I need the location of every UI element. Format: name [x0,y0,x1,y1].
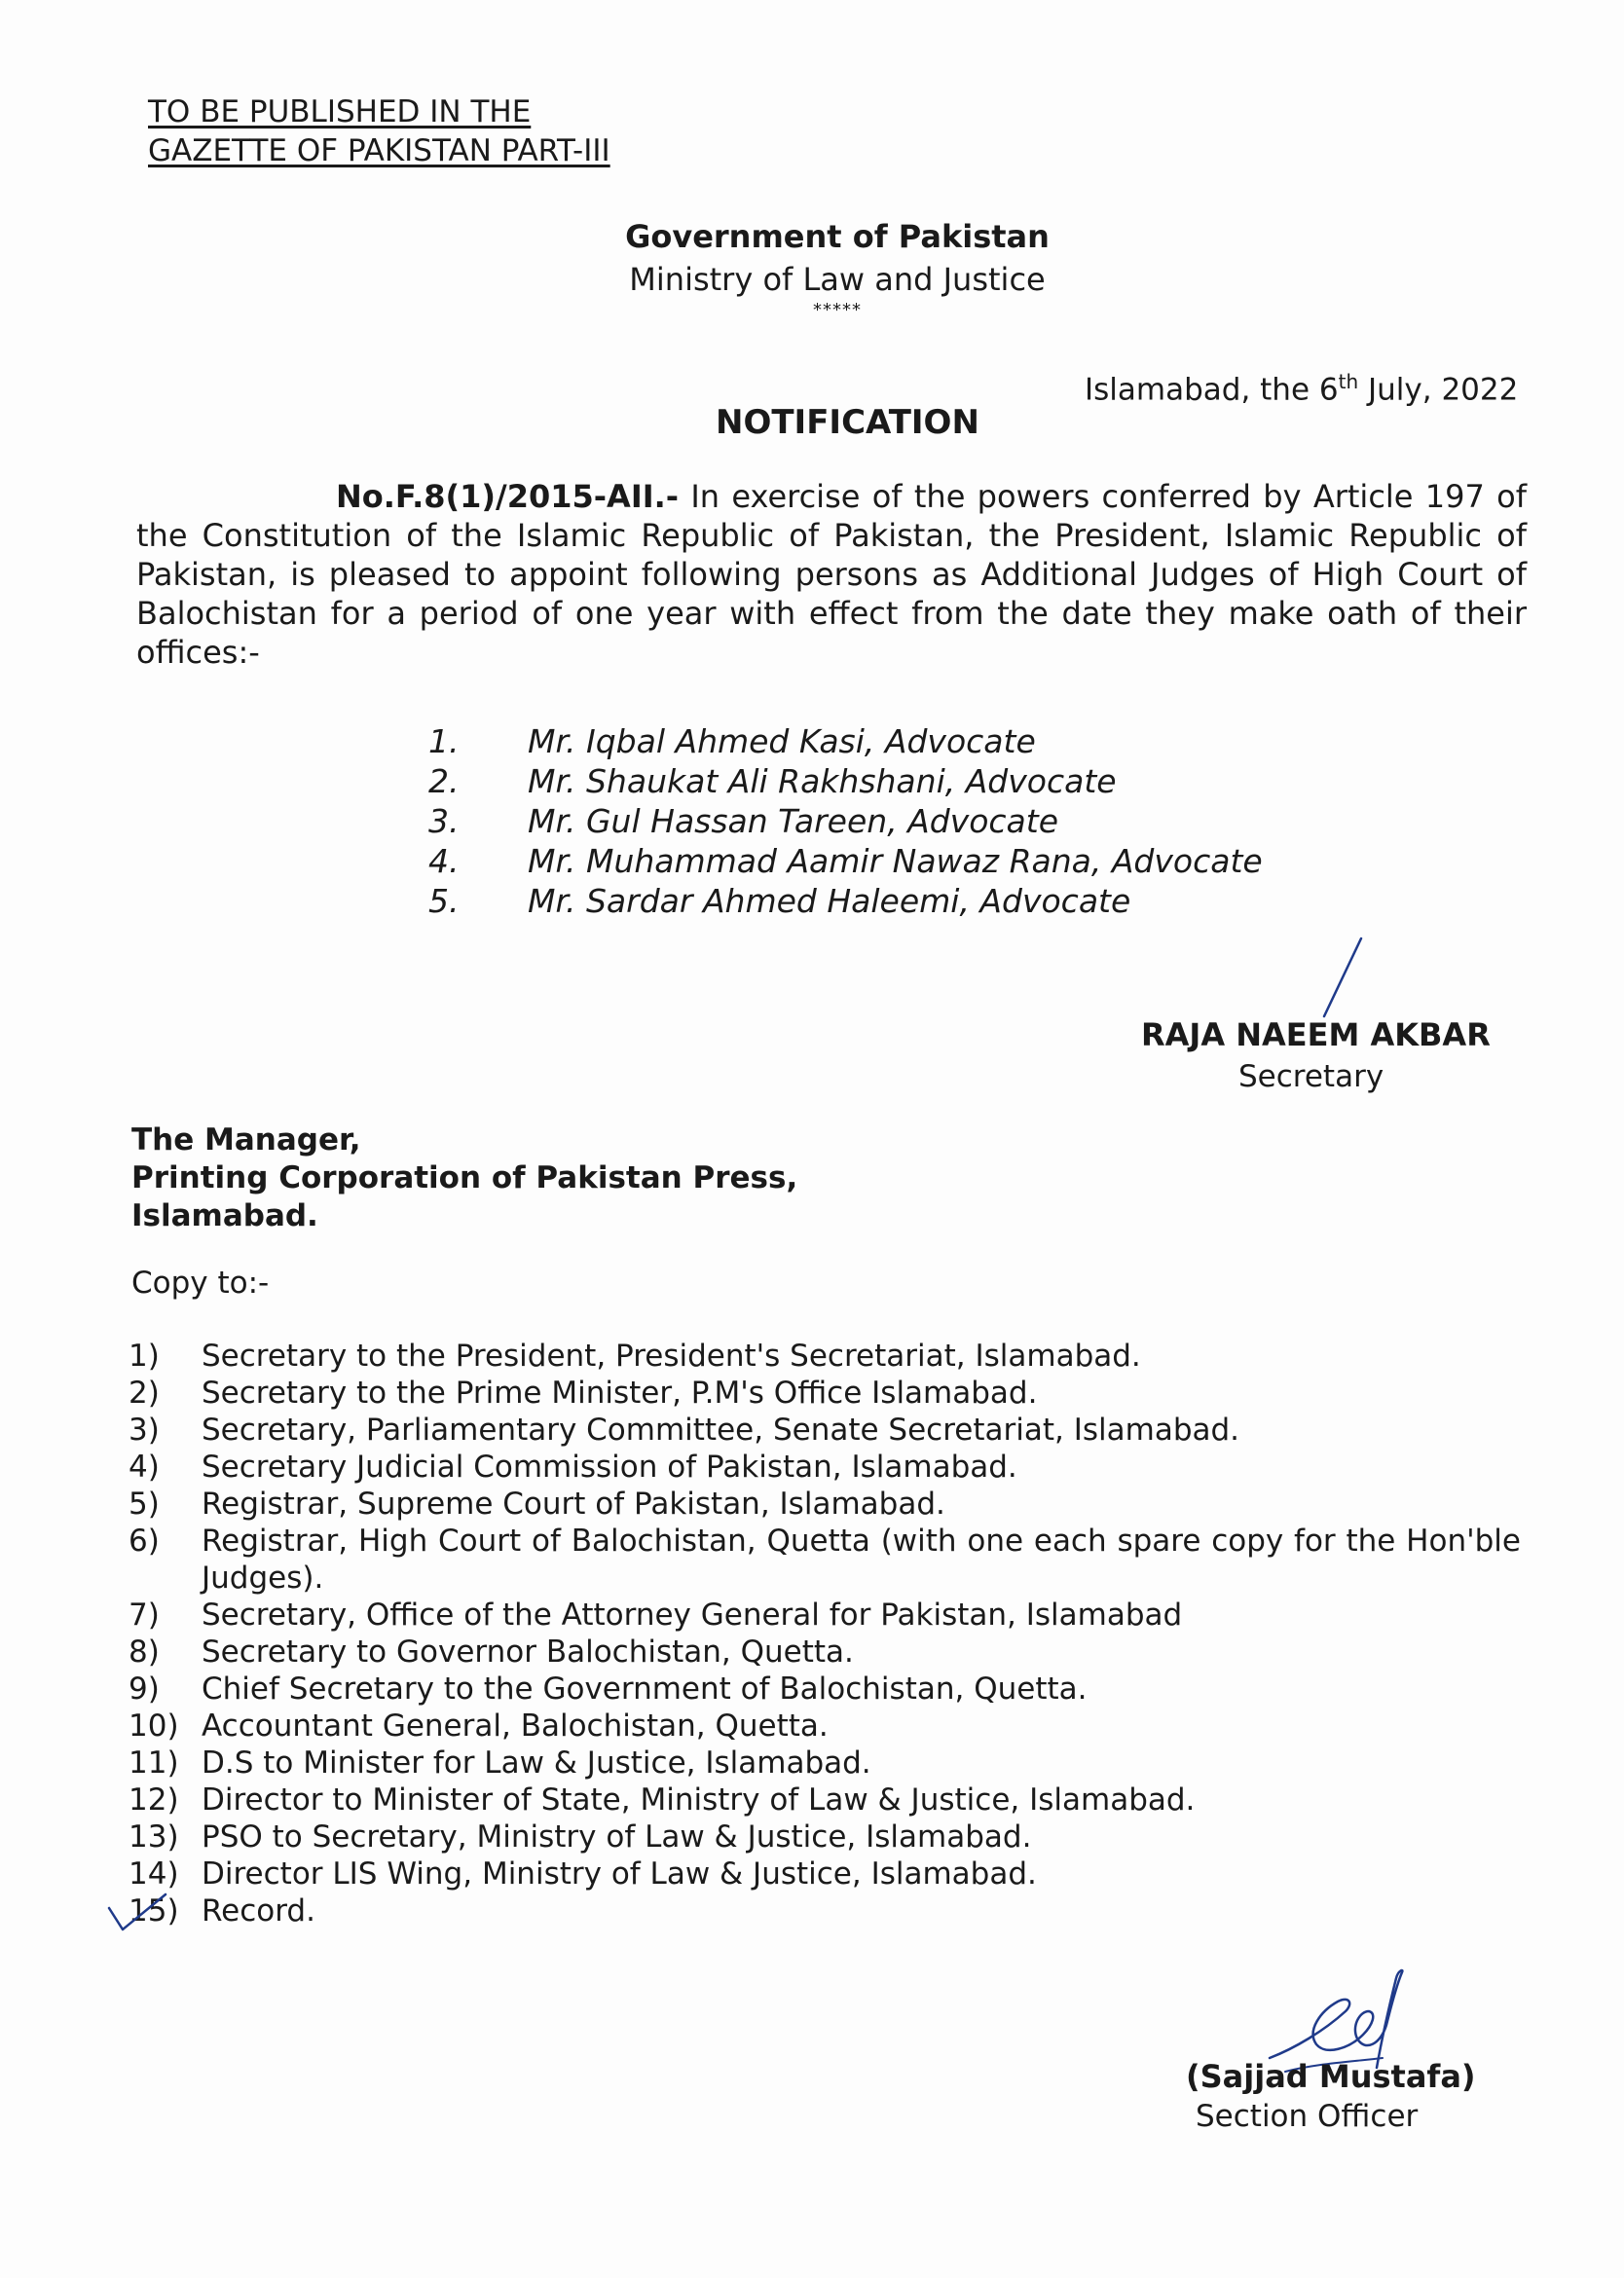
gazette-line-2: GAZETTE OF PAKISTAN PART-III [148,133,610,168]
list-item: 15) Record. [129,1893,315,1929]
list-item: 3. Mr. Gul Hassan Tareen, Advocate [428,802,1059,840]
secretary-name: RAJA NAEEM AKBAR [1141,1016,1491,1053]
addressee-block [131,1121,797,1235]
copy-list [129,1338,1531,1929]
notification-title: NOTIFICATION [716,403,979,442]
signature-mark-secretary [1305,935,1363,1022]
list-item: 1) Secretary to the President, President's Secretariat, Islamabad. [129,1339,1141,1374]
section-officer-name: (Sajjad Mustafa) [1186,2058,1476,2095]
addressee-line-2: Printing Corporation of Pakistan Press, [131,1160,798,1195]
gazette-heading [148,92,610,170]
list-item: 2. Mr. Shaukat Ali Rakhshani, Advocate [428,762,1117,800]
list-item: 4. Mr. Muhammad Aamir Nawaz Rana, Advocate [428,842,1263,880]
date-sup: th [1338,370,1359,393]
list-item: 12) Director to Minister of State, Ministry of Law & Justice, Islamabad. [129,1782,1196,1818]
government-heading: Government of Pakistan [625,218,1050,255]
list-item: 5. Mr. Sardar Ahmed Haleemi, Advocate [428,882,1131,920]
tick-mark-icon [105,1889,173,1937]
notification-reference: No.F.8(1)/2015-AII.- [336,478,680,515]
addressee-line-3: Islamabad. [131,1198,318,1233]
secretary-title: Secretary [1238,1059,1384,1094]
list-item: 10) Accountant General, Balochistan, Quetta. [129,1708,829,1744]
list-item: 11) D.S to Minister for Law & Justice, Islamabad. [129,1745,871,1781]
date-suffix: July, 2022 [1358,372,1519,408]
list-item: 3) Secretary, Parliamentary Committee, Senate Secretariat, Islamabad. [129,1413,1240,1448]
list-item: 8) Secretary to Governor Balochistan, Quetta. [129,1635,854,1670]
list-item: 2) Secretary to the Prime Minister, P.M's Office Islamabad. [129,1376,1038,1411]
list-item: 7) Secretary, Office of the Attorney General for Pakistan, Islamabad [129,1598,1183,1633]
list-item: 5) Registrar, Supreme Court of Pakistan, Islamabad. [129,1487,945,1522]
separator-stars: ***** [813,300,862,320]
judges-list [428,722,1263,922]
copy-to-label: Copy to:- [131,1266,270,1301]
notification-body [136,477,1527,672]
notification-text: In exercise of the powers conferred by Article 197 of the Constitution of the Islamic Republic of Pakistan, the President, Islamic Republic of Pakistan, is pleased to appoint following persons as Additional Judges of High Court of Balochistan for a period of one year with effect from the date they make oath of their offices:- [136,478,1527,671]
addressee-line-1: The Manager, [131,1122,361,1157]
list-item: 9) Chief Secretary to the Government of Balochistan, Quetta. [129,1672,1088,1707]
ministry-heading: Ministry of Law and Justice [629,261,1046,298]
gazette-line-1: TO BE PUBLISHED IN THE [148,94,532,129]
list-item: 4) Secretary Judicial Commission of Pakistan, Islamabad. [129,1450,1017,1485]
list-item: 13) PSO to Secretary, Ministry of Law & Justice, Islamabad. [129,1819,1032,1855]
date-prefix: Islamabad, the 6 [1085,372,1339,408]
list-item: 6) Registrar, High Court of Balochistan, Quetta (with one each spare copy for the Hon'ble Judges). [129,1524,1521,1596]
section-officer-title: Section Officer [1196,2099,1419,2134]
list-item: 1. Mr. Iqbal Ahmed Kasi, Advocate [428,722,1036,760]
list-item: 14) Director LIS Wing, Ministry of Law & Justice, Islamabad. [129,1856,1037,1892]
date-line [1085,370,1518,407]
